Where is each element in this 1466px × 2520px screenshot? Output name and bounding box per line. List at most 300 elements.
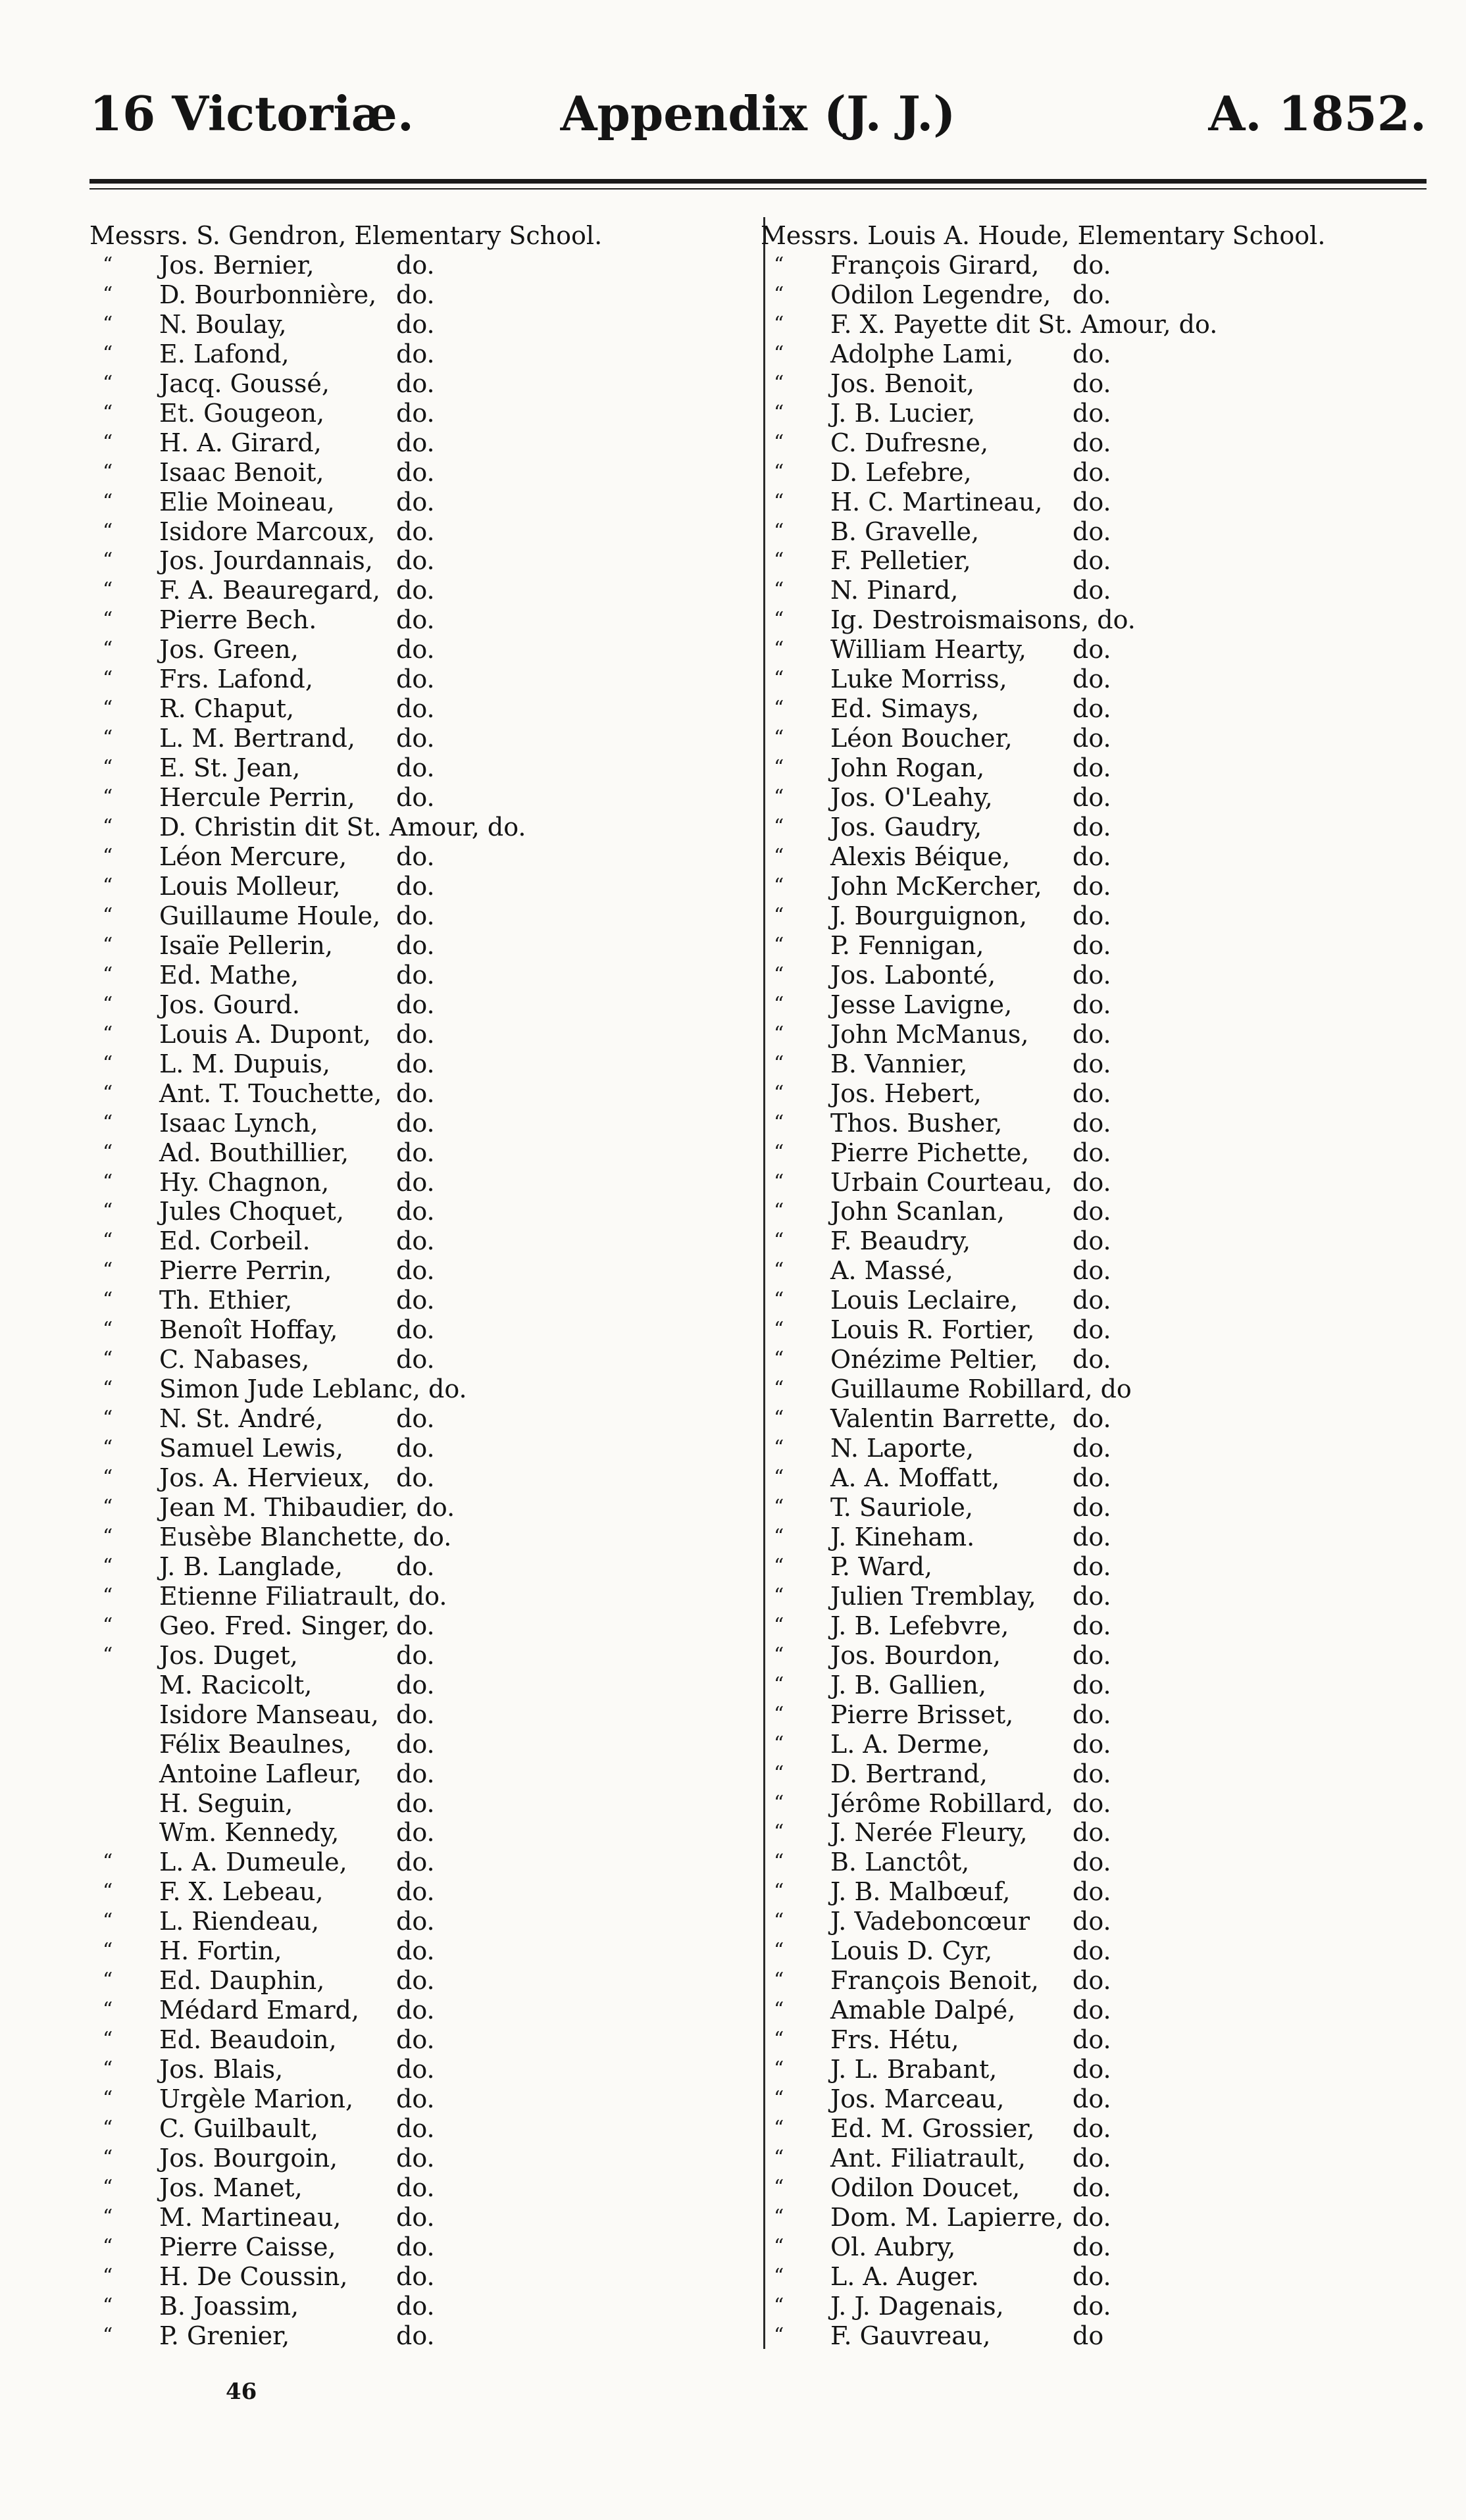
- person-name: Julien Tremblay,: [830, 1581, 1036, 1611]
- ditto-mark-quote: “: [103, 815, 113, 839]
- ditto-mark-quote: “: [103, 2323, 113, 2347]
- list-item: [761, 2203, 1425, 2232]
- list-item: [89, 1818, 754, 1848]
- ditto-mark: do.: [1073, 2232, 1111, 2261]
- ditto-mark-quote: “: [103, 2146, 113, 2169]
- ditto-mark: do.: [1073, 2143, 1111, 2173]
- list-item: [89, 2203, 754, 2232]
- ditto-mark-quote: “: [774, 460, 784, 484]
- ditto-mark-quote: “: [103, 2205, 113, 2229]
- person-name: John McKercher,: [830, 871, 1042, 901]
- person-name: F. Gauvreau,: [830, 2321, 991, 2350]
- list-item: [89, 1138, 754, 1168]
- list-item: [761, 753, 1425, 783]
- ditto-mark-quote: “: [774, 1880, 784, 1903]
- person-name: Hy. Chagnon,: [159, 1167, 330, 1197]
- list-item: [89, 1671, 754, 1700]
- ditto-mark-quote: “: [103, 1199, 113, 1223]
- list-item: [761, 1463, 1425, 1493]
- ditto-mark: do.: [1073, 1522, 1111, 1551]
- ditto-mark: do.: [396, 1463, 435, 1493]
- person-name: Ant. Filiatrault,: [830, 2143, 1026, 2173]
- ditto-mark-quote: “: [774, 282, 784, 306]
- list-item: [761, 1818, 1425, 1848]
- ditto-mark-quote: “: [774, 519, 784, 543]
- ditto-mark: do.: [396, 1818, 435, 1848]
- person-name: Pierre Brisset,: [830, 1700, 1014, 1729]
- ditto-mark-quote: “: [774, 786, 784, 809]
- person-name: John Scanlan,: [830, 1197, 1005, 1226]
- ditto-mark-quote: “: [774, 1525, 784, 1548]
- person-name: C. Dufresne,: [830, 428, 989, 457]
- ditto-mark-quote: “: [103, 1259, 113, 1282]
- person-name: H. Fortin,: [159, 1936, 282, 1966]
- ditto-mark-quote: “: [774, 1199, 784, 1223]
- list-item: [761, 872, 1425, 901]
- person-name: D. Lefebre,: [830, 457, 972, 487]
- ditto-mark: do.: [1073, 428, 1111, 457]
- list-item: [761, 813, 1425, 842]
- person-name: Onézime Peltier,: [830, 1345, 1038, 1374]
- ditto-mark: do.: [396, 1345, 435, 1374]
- ditto-mark-quote: “: [774, 1081, 784, 1105]
- person-name: E. St. Jean,: [159, 753, 301, 783]
- list-item: [761, 1582, 1425, 1611]
- ditto-mark: do.: [1073, 1404, 1111, 1434]
- person-name: J. B. Malbœuf,: [830, 1877, 1011, 1907]
- list-item: [761, 2084, 1425, 2114]
- ditto-mark: do.: [1073, 1936, 1111, 1966]
- person-name: T. Sauriole,: [830, 1492, 973, 1522]
- list-item: [89, 458, 754, 488]
- person-name: Pierre Caisse,: [159, 2232, 336, 2261]
- list-item: [89, 1493, 754, 1523]
- ditto-mark-quote: “: [774, 1288, 784, 1312]
- person-name: L. M. Bertrand,: [159, 724, 356, 753]
- person-name: L. A. Dumeule,: [159, 1848, 347, 1877]
- ditto-mark-quote: “: [103, 726, 113, 750]
- ditto-mark-quote: “: [774, 1318, 784, 1342]
- list-item: [761, 1789, 1425, 1819]
- list-item: [761, 1286, 1425, 1315]
- list-item: [89, 753, 754, 783]
- ditto-mark-quote: “: [103, 1111, 113, 1134]
- ditto-mark-quote: “: [774, 1613, 784, 1637]
- list-item: [761, 1671, 1425, 1700]
- ditto-mark-quote: “: [774, 1259, 784, 1282]
- list-item: [89, 1079, 754, 1109]
- person-name: M. Racicolt,: [159, 1670, 313, 1700]
- ditto-mark-quote: “: [103, 1525, 113, 1548]
- list-item: [89, 517, 754, 547]
- list-item: [761, 1079, 1425, 1109]
- list-item: [89, 2114, 754, 2144]
- person-name: Louis Molleur,: [159, 871, 341, 901]
- person-name: J. B. Lucier,: [830, 398, 976, 428]
- ditto-mark: do.: [396, 576, 435, 605]
- ditto-mark: do.: [396, 1670, 435, 1700]
- person-name: H. De Coussin,: [159, 2261, 348, 2291]
- ditto-mark-quote: “: [103, 2028, 113, 2052]
- list-item: [761, 961, 1425, 990]
- ditto-mark: do.: [396, 1138, 435, 1167]
- ditto-mark: do.: [396, 1907, 435, 1936]
- list-item: [761, 517, 1425, 547]
- ditto-mark-quote: “: [774, 1495, 784, 1519]
- ditto-mark-quote: “: [774, 2294, 784, 2317]
- person-name: Guillaume Houle,: [159, 901, 381, 930]
- ditto-mark: do.: [396, 428, 435, 457]
- person-name: Ed. Simays,: [830, 694, 980, 724]
- list-item: [89, 1582, 754, 1611]
- person-name: Ed. Dauphin,: [159, 1966, 325, 1996]
- ditto-mark-quote: “: [103, 1554, 113, 1578]
- ditto-mark-quote: “: [103, 1643, 113, 1667]
- person-name: Eusèbe Blanchette, do.: [159, 1522, 452, 1551]
- ditto-mark-quote: “: [103, 253, 113, 276]
- list-item: [89, 2232, 754, 2262]
- list-item: [761, 1434, 1425, 1463]
- list-item: [89, 872, 754, 901]
- ditto-mark: do.: [1073, 1788, 1111, 1818]
- ditto-mark: do.: [396, 1167, 435, 1197]
- column-intro: [89, 221, 754, 251]
- ditto-mark-quote: “: [103, 1998, 113, 2022]
- person-name: E. Lafond,: [159, 339, 290, 368]
- person-name: Antoine Lafleur,: [159, 1759, 362, 1788]
- ditto-mark: do.: [396, 1877, 435, 1907]
- list-item: [89, 369, 754, 399]
- list-item: [761, 724, 1425, 753]
- intro-text: Messrs. S. Gendron, Elementary School.: [89, 221, 603, 250]
- list-item: [761, 1168, 1425, 1197]
- list-item: [89, 1848, 754, 1877]
- ditto-mark: do.: [1073, 1492, 1111, 1522]
- list-item: [89, 251, 754, 280]
- person-name: Urgèle Marion,: [159, 2084, 354, 2114]
- person-name: M. Martineau,: [159, 2202, 341, 2232]
- list-item: [89, 488, 754, 517]
- ditto-mark-quote: “: [103, 992, 113, 1016]
- ditto-mark-quote: “: [774, 1022, 784, 1046]
- ditto-mark-quote: “: [774, 1821, 784, 1844]
- list-item: [761, 2262, 1425, 2292]
- ditto-mark: do.: [1073, 2173, 1111, 2202]
- list-item: [761, 546, 1425, 576]
- list-item: [89, 990, 754, 1020]
- ditto-mark: do.: [396, 635, 435, 665]
- person-name: Ed. Beaudoin,: [159, 2025, 337, 2055]
- ditto-mark: do.: [1073, 517, 1111, 546]
- ditto-mark: do.: [396, 1936, 435, 1966]
- ditto-mark-quote: “: [774, 2175, 784, 2199]
- person-name: Jos. Hebert,: [830, 1078, 982, 1108]
- person-name: J. Bourguignon,: [830, 901, 1028, 930]
- ditto-mark-quote: “: [103, 1140, 113, 1164]
- ditto-mark: do.: [396, 1996, 435, 2025]
- ditto-mark: do.: [396, 1404, 435, 1434]
- person-name: Etienne Filiatrault, do.: [159, 1581, 447, 1611]
- list-item: [89, 1345, 754, 1374]
- person-name: Ed. Mathe,: [159, 960, 299, 990]
- list-item: [761, 458, 1425, 488]
- ditto-mark-quote: “: [774, 1732, 784, 1755]
- person-name: Isaac Benoit,: [159, 457, 324, 487]
- person-name: Th. Ethier,: [159, 1286, 293, 1315]
- ditto-mark: do.: [1073, 1581, 1111, 1611]
- ditto-mark-quote: “: [103, 1407, 113, 1430]
- list-item: [89, 813, 754, 842]
- person-name: Louis A. Dupont,: [159, 1019, 371, 1049]
- ditto-mark: do.: [396, 2084, 435, 2114]
- list-item: [89, 2173, 754, 2203]
- ditto-mark-quote: “: [774, 638, 784, 661]
- ditto-mark-quote: “: [774, 2117, 784, 2140]
- ditto-mark: do.: [396, 1788, 435, 1818]
- list-item: [761, 1759, 1425, 1789]
- ditto-mark: do.: [1073, 1078, 1111, 1108]
- person-name: Jos. Jourdannais,: [159, 546, 373, 576]
- list-item: [761, 1611, 1425, 1641]
- ditto-mark: do.: [1073, 546, 1111, 576]
- ditto-mark-quote: “: [103, 549, 113, 572]
- list-item: [761, 1197, 1425, 1226]
- ditto-mark: do.: [396, 2321, 435, 2350]
- person-name: J. L. Brabant,: [830, 2055, 998, 2084]
- ditto-mark: do.: [1073, 2261, 1111, 2291]
- ditto-mark-quote: “: [774, 1436, 784, 1460]
- person-name: Jules Choquet,: [159, 1197, 344, 1226]
- person-name: F. Beaudry,: [830, 1226, 971, 1256]
- list-item: [761, 665, 1425, 694]
- person-name: Louis D. Cyr,: [830, 1936, 993, 1966]
- list-item: [761, 1374, 1425, 1404]
- list-item: [761, 280, 1425, 310]
- person-name: N. St. André,: [159, 1404, 324, 1434]
- person-name: Frs. Hétu,: [830, 2025, 959, 2055]
- ditto-mark: do.: [396, 368, 435, 398]
- ditto-mark: do.: [396, 2232, 435, 2261]
- ditto-mark-quote: “: [103, 697, 113, 720]
- list-item: [89, 428, 754, 458]
- list-item: [761, 2173, 1425, 2203]
- ditto-mark-quote: “: [774, 578, 784, 602]
- list-item: [89, 1315, 754, 1345]
- ditto-mark-quote: “: [774, 2146, 784, 2169]
- ditto-mark: do.: [396, 901, 435, 930]
- ditto-mark-quote: “: [774, 1377, 784, 1401]
- list-item: [761, 340, 1425, 369]
- header-session: 16 Victoriæ.: [89, 86, 414, 141]
- ditto-mark-quote: “: [774, 2087, 784, 2111]
- ditto-mark-quote: “: [103, 1909, 113, 1933]
- person-name: F. X. Lebeau,: [159, 1877, 324, 1907]
- ditto-mark: do.: [1073, 398, 1111, 428]
- list-item: [761, 310, 1425, 340]
- ditto-mark-quote: “: [774, 992, 784, 1016]
- ditto-mark: do.: [1073, 2055, 1111, 2084]
- ditto-mark: do.: [396, 2173, 435, 2202]
- ditto-mark: do.: [1073, 1463, 1111, 1493]
- ditto-mark: do.: [1073, 1226, 1111, 1256]
- list-item: [89, 1996, 754, 2025]
- ditto-mark-quote: “: [774, 1761, 784, 1785]
- person-name: Jos. Labonté,: [830, 960, 996, 990]
- person-name: L. A. Derme,: [830, 1729, 990, 1759]
- person-name: Ant. T. Touchette,: [159, 1078, 382, 1108]
- ditto-mark: do.: [396, 1226, 435, 1256]
- list-item: [761, 1907, 1425, 1936]
- page-header: [89, 86, 1427, 158]
- person-name: Jos. Manet,: [159, 2173, 303, 2202]
- list-item: [761, 2232, 1425, 2262]
- person-name: Odilon Legendre,: [830, 280, 1051, 309]
- person-name: J. Kineham.: [830, 1522, 975, 1551]
- list-item: [89, 1759, 754, 1789]
- person-name: N. Laporte,: [830, 1434, 974, 1463]
- ditto-mark-quote: “: [774, 874, 784, 897]
- list-item: [761, 1730, 1425, 1759]
- person-name: Ed. Corbeil.: [159, 1226, 311, 1256]
- list-item: [89, 931, 754, 961]
- ditto-mark: do.: [396, 930, 435, 960]
- list-item: [89, 2144, 754, 2173]
- ditto-mark-quote: “: [103, 845, 113, 869]
- person-name: Jos. Bernier,: [159, 250, 315, 280]
- list-item: [89, 1404, 754, 1434]
- person-name: P. Ward,: [830, 1551, 933, 1581]
- list-item: [89, 1168, 754, 1197]
- ditto-mark-quote: “: [774, 1229, 784, 1253]
- ditto-mark: do.: [396, 1759, 435, 1788]
- person-name: Amable Dalpé,: [830, 1996, 1016, 2025]
- ditto-mark: do.: [1073, 339, 1111, 368]
- ditto-mark: do.: [1073, 250, 1111, 280]
- person-name: Jérôme Robillard,: [830, 1788, 1053, 1818]
- ditto-mark: do.: [396, 309, 435, 339]
- person-name: Jean M. Thibaudier, do.: [159, 1492, 455, 1522]
- list-item: [761, 605, 1425, 635]
- list-item: [761, 1877, 1425, 1907]
- ditto-mark-quote: “: [103, 874, 113, 897]
- ditto-mark-quote: “: [774, 963, 784, 986]
- list-item: [89, 901, 754, 931]
- ditto-mark: do.: [1073, 1700, 1111, 1729]
- ditto-mark: do.: [1073, 1315, 1111, 1345]
- ditto-mark-quote: “: [103, 2294, 113, 2317]
- ditto-mark: do.: [1073, 930, 1111, 960]
- person-name: D. Bertrand,: [830, 1759, 988, 1788]
- person-name: J. Nerée Fleury,: [830, 1818, 1028, 1848]
- ditto-mark-quote: “: [103, 608, 113, 632]
- ditto-mark: do.: [1073, 1019, 1111, 1049]
- list-item: [761, 931, 1425, 961]
- person-name: H. Seguin,: [159, 1788, 293, 1818]
- person-name: R. Chaput,: [159, 694, 295, 724]
- header-rule-thick: [89, 179, 1427, 184]
- ditto-mark-quote: “: [774, 1111, 784, 1134]
- ditto-mark: do.: [396, 871, 435, 901]
- person-name: Pierre Pichette,: [830, 1138, 1030, 1167]
- ditto-mark: do.: [396, 1848, 435, 1877]
- intro-text: Messrs. Louis A. Houde, Elementary School.: [761, 221, 1326, 250]
- list-item: [761, 1315, 1425, 1345]
- ditto-mark: do.: [396, 1315, 435, 1345]
- ditto-mark: do.: [1073, 1551, 1111, 1581]
- ditto-mark: do.: [1073, 1345, 1111, 1374]
- person-name: D. Christin dit St. Amour, do.: [159, 813, 526, 842]
- person-name: John Rogan,: [830, 753, 985, 783]
- person-name: B. Vannier,: [830, 1049, 968, 1078]
- person-name: B. Joassim,: [159, 2291, 299, 2321]
- ditto-mark-quote: “: [103, 1969, 113, 1992]
- ditto-mark: do.: [1073, 1049, 1111, 1078]
- person-name: John McManus,: [830, 1019, 1029, 1049]
- person-name: A. A. Moffatt,: [830, 1463, 1000, 1493]
- ditto-mark: do.: [396, 250, 435, 280]
- person-name: Samuel Lewis,: [159, 1434, 343, 1463]
- person-name: F. Pelletier,: [830, 546, 971, 576]
- ditto-mark: do.: [396, 1434, 435, 1463]
- list-item: [89, 1020, 754, 1049]
- ditto-mark: do.: [396, 2025, 435, 2055]
- ditto-mark-quote: “: [103, 2175, 113, 2199]
- ditto-mark-quote: “: [103, 1880, 113, 1903]
- ditto-mark: do.: [396, 1197, 435, 1226]
- ditto-mark-quote: “: [774, 667, 784, 691]
- list-item: [89, 280, 754, 310]
- list-item: [89, 2025, 754, 2055]
- list-item: [89, 340, 754, 369]
- ditto-mark: do.: [396, 990, 435, 1019]
- list-item: [761, 2055, 1425, 2084]
- ditto-mark: do.: [396, 2261, 435, 2291]
- list-item: [761, 251, 1425, 280]
- ditto-mark-quote: “: [103, 1229, 113, 1253]
- ditto-mark: do.: [396, 398, 435, 428]
- ditto-mark: do.: [396, 1700, 435, 1729]
- list-item: [761, 990, 1425, 1020]
- person-name: C. Nabases,: [159, 1345, 310, 1374]
- list-item: [89, 635, 754, 665]
- list-item: [761, 901, 1425, 931]
- ditto-mark: do.: [396, 1256, 435, 1286]
- person-name: N. Boulay,: [159, 309, 287, 339]
- ditto-mark-quote: “: [774, 815, 784, 839]
- list-item: [761, 842, 1425, 872]
- ditto-mark: do.: [396, 605, 435, 635]
- list-item: [761, 1109, 1425, 1138]
- ditto-mark: do.: [396, 1108, 435, 1138]
- person-name: Ig. Destroismaisons, do.: [830, 605, 1136, 635]
- list-item: [89, 1463, 754, 1493]
- ditto-mark-quote: “: [103, 1584, 113, 1607]
- ditto-mark: do.: [1073, 2291, 1111, 2321]
- ditto-mark-quote: “: [774, 1554, 784, 1578]
- ditto-mark-quote: “: [103, 667, 113, 691]
- ditto-mark-quote: “: [103, 282, 113, 306]
- list-item: [761, 1226, 1425, 1256]
- person-name: Louis R. Fortier,: [830, 1315, 1035, 1345]
- ditto-mark-quote: “: [103, 903, 113, 927]
- person-name: Isidore Manseau,: [159, 1700, 379, 1729]
- ditto-mark-quote: “: [103, 1051, 113, 1075]
- ditto-mark-quote: “: [774, 1998, 784, 2022]
- ditto-mark-quote: “: [103, 2264, 113, 2288]
- ditto-mark-quote: “: [103, 1436, 113, 1460]
- ditto-mark-quote: “: [103, 1466, 113, 1490]
- ditto-mark-quote: “: [774, 2205, 784, 2229]
